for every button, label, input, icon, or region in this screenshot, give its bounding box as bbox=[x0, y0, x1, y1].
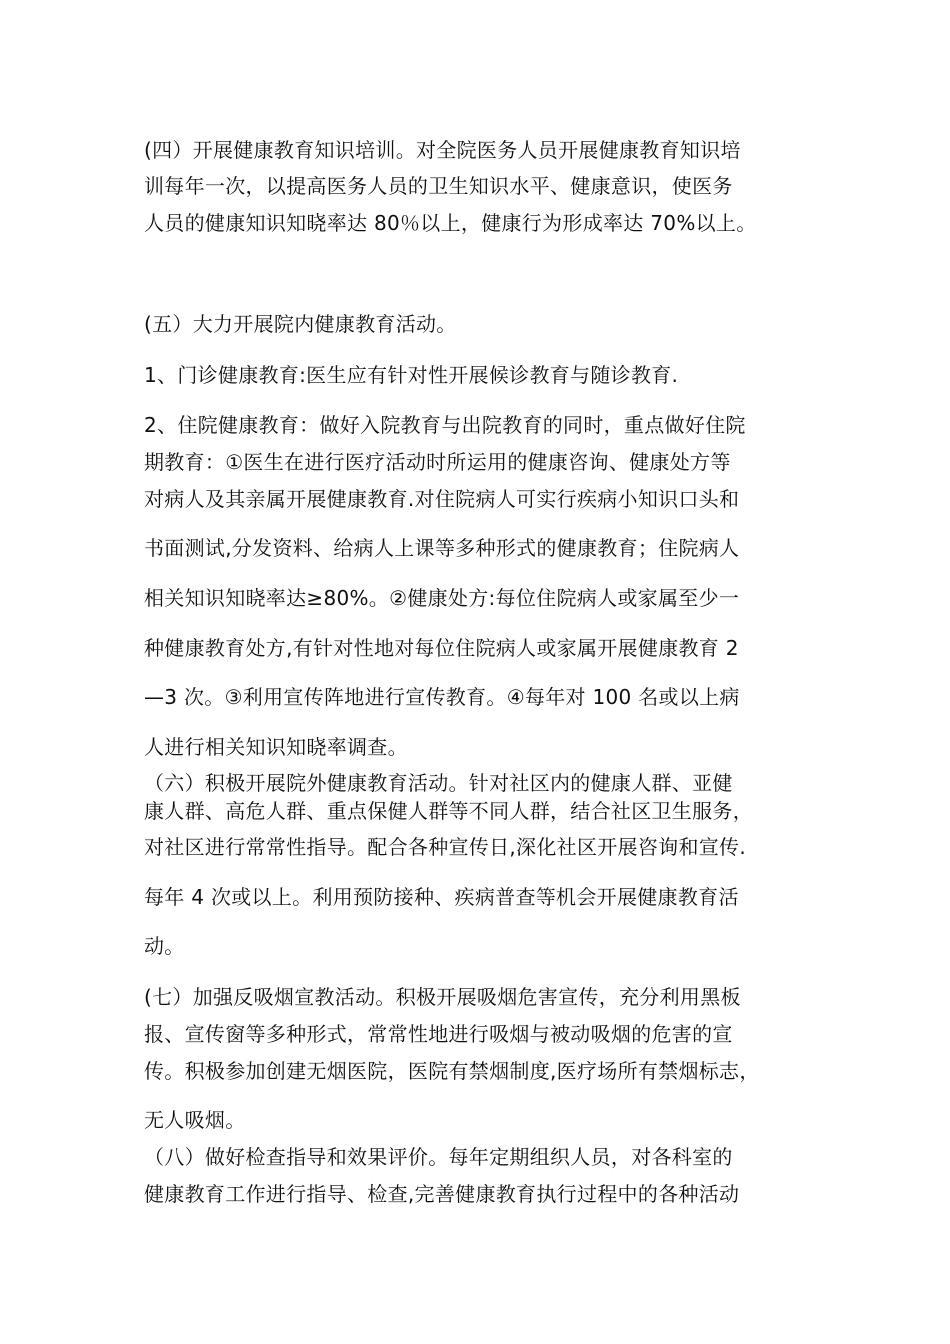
inpatient-education-line-7: —3 次。③利用宣传阵地进行宣传教育。④每年对 100 名或以上病 bbox=[144, 685, 740, 709]
inpatient-education-line-5: 相关知识知晓率达≥80%。②健康处方:每位住院病人或家属至少一 bbox=[144, 586, 740, 610]
paragraph-6-line-2: 康人群、高危人群、重点保健人群等不同人群，结合社区卫生服务， bbox=[144, 799, 753, 823]
paragraph-8-line-2: 健康教育工作进行指导、检查,完善健康教育执行过程中的各种活动 bbox=[144, 1182, 740, 1206]
paragraph-7-line-1: (七）加强反吸烟宣教活动。积极开展吸烟危害宣传，充分利用黑板 bbox=[144, 985, 741, 1009]
paragraph-6-line-4: 每年 4 次或以上。利用预防接种、疾病普查等机会开展健康教育活 bbox=[144, 885, 739, 909]
paragraph-5-heading: (五）大力开展院内健康教育活动。 bbox=[144, 312, 457, 336]
inpatient-education-line-8: 人进行相关知识知晓率调查。 bbox=[144, 735, 408, 759]
paragraph-4-line-1: (四）开展健康教育知识培训。对全院医务人员开展健康教育知识培 bbox=[144, 138, 741, 162]
paragraph-6-line-5: 动。 bbox=[144, 934, 185, 958]
paragraph-4-line-3: 人员的健康知识知晓率达 80％以上，健康行为形成率达 70%以上。 bbox=[144, 211, 757, 235]
paragraph-4-line-2: 训每年一次，以提高医务人员的卫生知识水平、健康意识，使医务 bbox=[144, 174, 733, 198]
paragraph-6-line-3: 对社区进行常常性指导。配合各种宣传日,深化社区开展咨询和宣传. bbox=[144, 835, 747, 859]
inpatient-education-line-6: 种健康教育处方,有针对性地对每位住院病人或家属开展健康教育 2 bbox=[144, 636, 739, 660]
inpatient-education-line-2: 期教育：①医生在进行医疗活动时所运用的健康咨询、健康处方等 bbox=[144, 450, 731, 474]
outpatient-education-line: 1、门诊健康教育:医生应有针对性开展候诊教育与随诊教育. bbox=[144, 363, 679, 387]
paragraph-6-line-1: （六）积极开展院外健康教育活动。针对社区内的健康人群、亚健 bbox=[144, 771, 733, 795]
paragraph-7-line-4: 无人吸烟。 bbox=[144, 1108, 246, 1132]
paragraph-8-line-1: （八）做好检查指导和效果评价。每年定期组织人员，对各科室的 bbox=[144, 1145, 733, 1169]
inpatient-education-line-3: 对病人及其亲属开展健康教育.对住院病人可实行疾病小知识口头和 bbox=[144, 487, 740, 511]
paragraph-7-line-3: 传。积极参加创建无烟医院，医院有禁烟制度,医疗场所有禁烟标志， bbox=[144, 1059, 760, 1083]
inpatient-education-line-1: 2、住院健康教育：做好入院教育与出院教育的同时，重点做好住院 bbox=[144, 413, 746, 437]
inpatient-education-line-4: 书面测试,分发资料、给病人上课等多种形式的健康教育；住院病人 bbox=[144, 536, 740, 560]
paragraph-7-line-2: 报、宣传窗等多种形式，常常性地进行吸烟与被动吸烟的危害的宣 bbox=[144, 1022, 733, 1046]
